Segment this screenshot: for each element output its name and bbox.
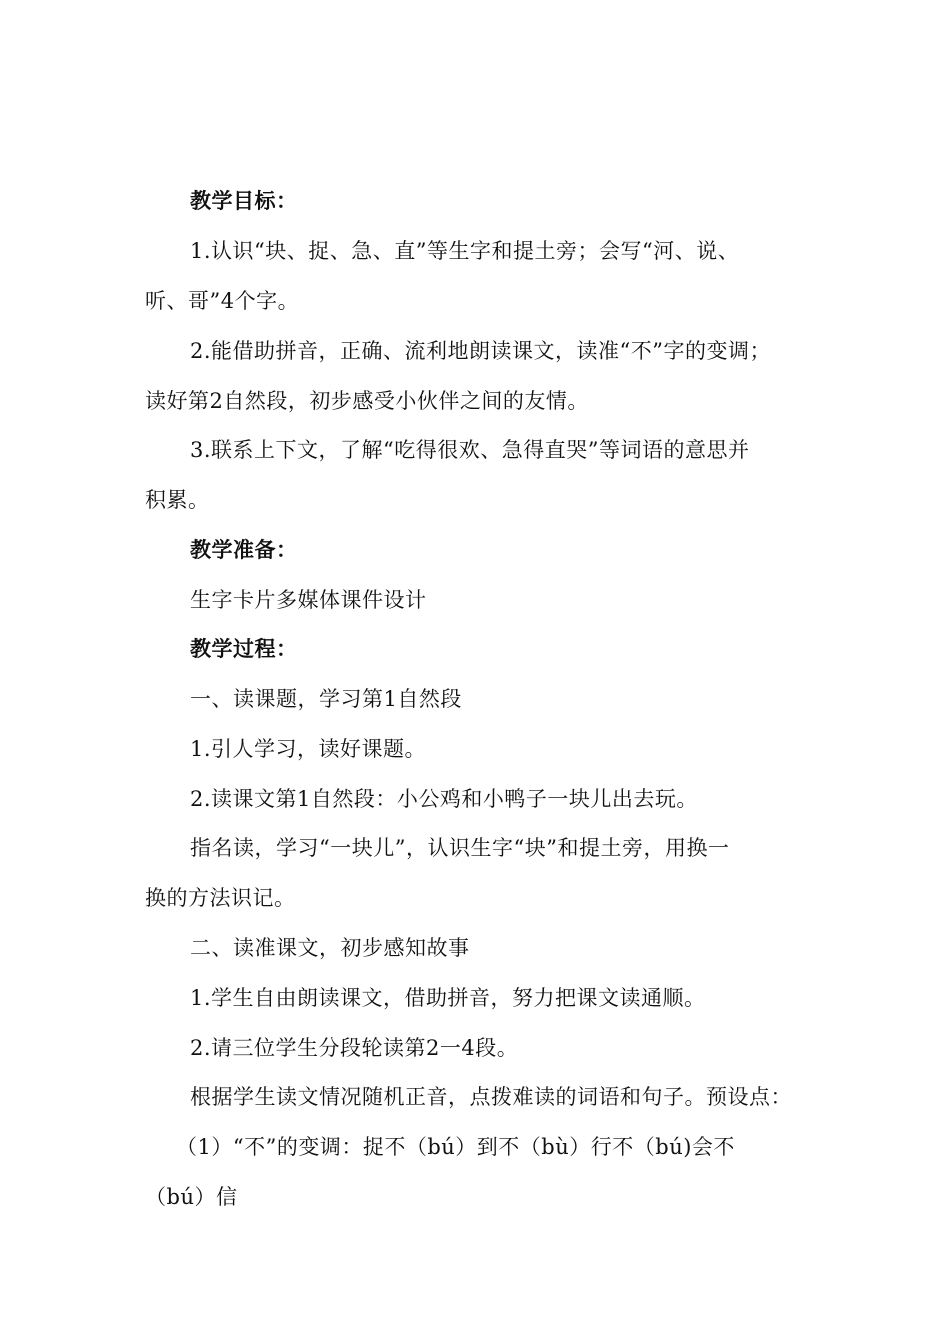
preparation-heading: 教学准备： bbox=[190, 537, 298, 562]
part-1-step-2: 2.读课文第1自然段：小公鸡和小鸭子一块儿出去玩。 bbox=[190, 787, 698, 811]
part-2-step-2: 2.请三位学生分段轮读第2一4段。 bbox=[190, 1036, 519, 1060]
part-1-title: 一、读课题，学习第1自然段 bbox=[190, 687, 462, 711]
part-2-point-1-line-1: （1）“不”的变调：捉不（bú）到不（bù）行不（bú)会不 bbox=[176, 1135, 735, 1159]
objective-1-line-2: 听、哥”4个字。 bbox=[145, 289, 300, 313]
objective-2-line-1: 2.能借助拼音，正确、流利地朗读课文，读准“不”字的变调； bbox=[190, 339, 772, 363]
process-heading: 教学过程： bbox=[190, 636, 298, 661]
part-2-step-1: 1.学生自由朗读课文，借助拼音，努力把课文读通顺。 bbox=[190, 986, 706, 1010]
objectives-heading: 教学目标： bbox=[190, 188, 298, 213]
objective-1-line-1: 1.认识“块、捉、急、直”等生字和提土旁；会写“河、说、 bbox=[190, 239, 740, 263]
part-2-title: 二、读准课文，初步感知故事 bbox=[190, 936, 470, 960]
part-2-note: 根据学生读文情况随机正音，点拨难读的词语和句子。预设点： bbox=[190, 1085, 792, 1109]
objective-2-line-2: 读好第2自然段，初步感受小伙伴之间的友情。 bbox=[145, 389, 589, 413]
part-1-step-1: 1.引人学习，读好课题。 bbox=[190, 737, 427, 761]
objective-3-line-2: 积累。 bbox=[145, 488, 210, 512]
part-1-note-line-1: 指名读，学习“一块儿”，认识生字“块”和提土旁，用换一 bbox=[190, 836, 730, 860]
part-1-note-line-2: 换的方法识记。 bbox=[145, 886, 296, 910]
part-2-point-1-line-2: （bú）信 bbox=[145, 1185, 238, 1209]
preparation-text: 生字卡片多媒体课件设计 bbox=[190, 588, 427, 612]
objective-3-line-1: 3.联系上下文，了解“吃得很欢、急得直哭”等词语的意思并 bbox=[190, 438, 750, 462]
